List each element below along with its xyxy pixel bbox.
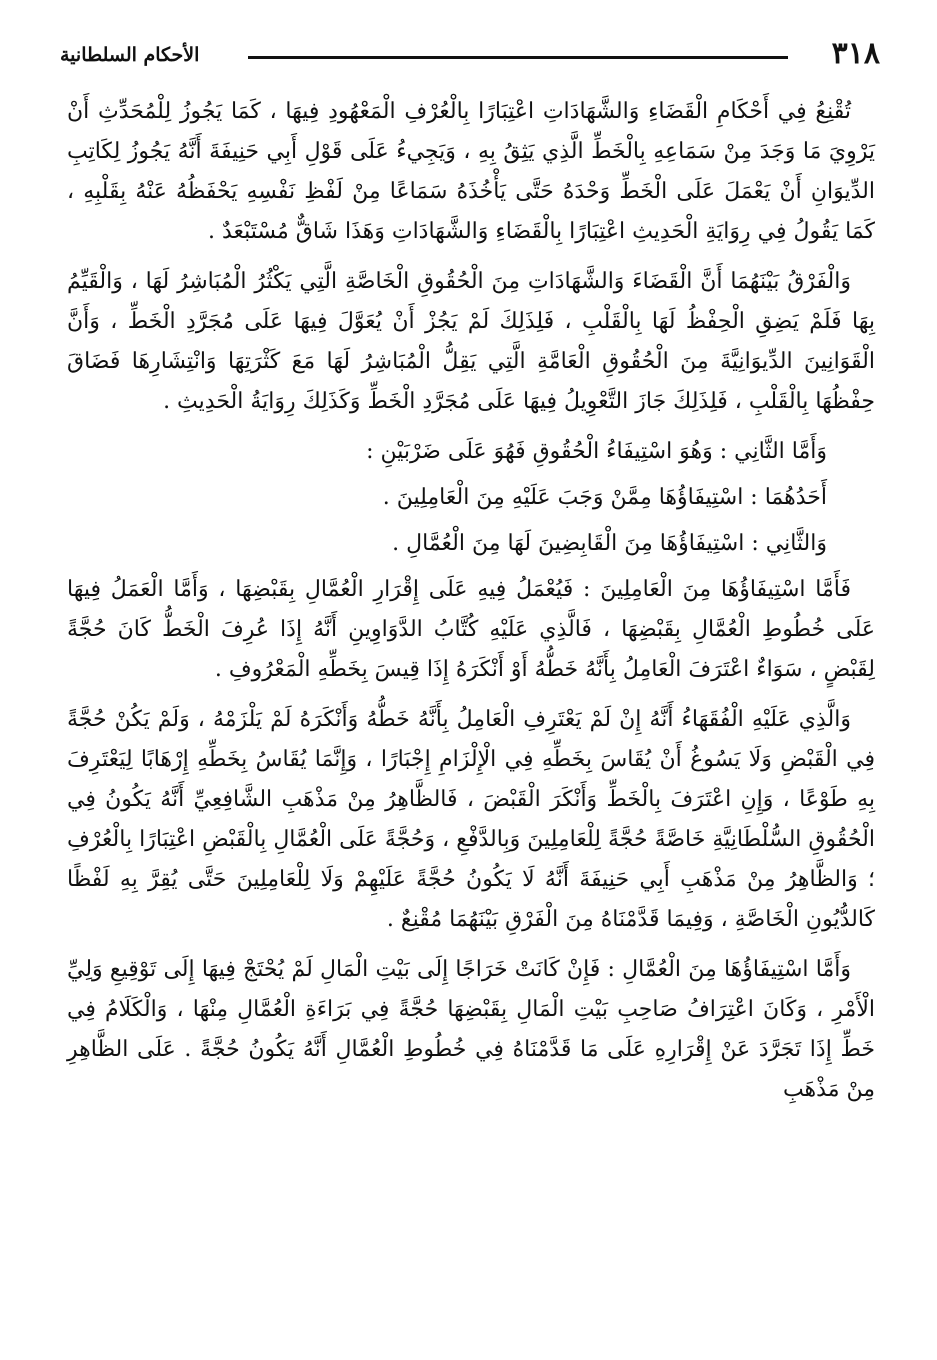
- paragraph: فَأَمَّا اسْتِيفَاؤُهَا مِنَ الْعَامِلِينَ : فَيُعْمَلُ فِيهِ عَلَى إِقْرَارِ الْعُمَّالِ بِقَبْضِهَا ، وَأَمَّا الْعَمَلُ فِيهَا عَلَى خُطُوطِ الْعُمَّالِ بِقَبْضِهَا ، فَالَّذِي عَلَيْهِ كُتَّابُ الدَّوَاوِينِ أَنَّهُ إِذَا عُرِفَ الْخَطُّ كَانَ حُجَّةً لِقَبْضٍ ، سَوَاءٌ اعْتَرَفَ الْعَامِلُ بِأَنَّهُ خَطُّهُ أَوْ أَنْكَرَهُ إِذَا قِيسَ بِخَطِّهِ الْمَعْرُوفِ .: [67, 577, 875, 682]
- paragraph: وَأَمَّا الثَّانِي : وَهُوَ اسْتِيفَاءُ الْحُقُوقِ فَهُوَ عَلَى ضَرْبَيْنِ :: [366, 439, 827, 464]
- running-title: الأحكام السلطانية: [60, 44, 200, 66]
- paragraph: وَأَمَّا اسْتِيفَاؤُهَا مِنَ الْعُمَّالِ : فَإِنْ كَانَتْ خَرَاجًا إِلَى بَيْتِ الْمَالِ لَمْ يُحْتَجْ فِيهَا إِلَى تَوْقِيعِ وَلِيِّ الْأَمْرِ ، وَكَانَ اعْتِرَافُ صَاحِبِ بَيْتِ الْمَالِ بِقَبْضِهَا حُجَّةً فِي بَرَاءَةِ الْعُمَّالِ مِنْهَا ، وَالْكَلَامُ فِي خَطِّ إِذَا تَجَرَّدَ عَنْ إِقْرَارِهِ عَلَى مَا قَدَّمْنَاهُ فِي خُطُوطِ الْعُمَّالِ أَنَّهُ يَكُونُ حُجَّةً . عَلَى الظَّاهِرِ مِنْ مَذْهَبِ: [67, 957, 875, 1102]
- paragraph: أَحَدُهُمَا : اسْتِيفَاؤُهَا مِمَّنْ وَجَبَ عَلَيْهِ مِنَ الْعَامِلِينَ .: [382, 485, 827, 510]
- header-rule: [248, 56, 788, 59]
- paragraph: وَالَّذِي عَلَيْهِ الْفُقَهَاءُ أَنَّهُ إِنْ لَمْ يَعْتَرِفِ الْعَامِلُ بِأَنَّهُ خَطُّهُ وَأَنْكَرَهُ لَمْ يَلْزَمْهُ ، وَلَمْ يَكُنْ حُجَّةً فِي الْقَبْضِ وَلَا يَسُوغُ أَنْ يُقَاسَ بِخَطِّهِ فِي الْإِلْزَامِ إِجْبَارًا ، وَإِنَّمَا يُقَاسُ بِخَطِّهِ إِرْهَابًا لِيَعْتَرِفَ بِهِ طَوْعًا ، وَإِنِ اعْتَرَفَ بِالْخَطِّ وَأَنْكَرَ الْقَبْضَ ، فَالظَّاهِرُ مِنْ مَذْهَبِ الشَّافِعِيِّ أَنَّهُ يَكُونُ فِي الْحُقُوقِ السُّلْطَانِيَّةِ خَاصَّةً حُجَّةً لِلْعَامِلِينَ وَبِالدَّفْعِ ، وَحُجَّةً عَلَى الْعُمَّالِ بِالْقَبْضِ اعْتِبَارًا بِالْعُرْفِ ؛ وَالظَّاهِرُ مِنْ مَذْهَبِ أَبِي حَنِيفَةَ أَنَّهُ لَا يَكُونُ حُجَّةً عَلَيْهِمْ وَلَا لِلْعَامِلِينَ حَتَّى يُقِرَّ بِهِ لَفْظًا كَالدُّيُونِ الْخَاصَّةِ ، وَفِيمَا قَدَّمْنَاهُ مِنَ الْفَرْقِ بَيْنَهُمَا مُقْنِعٌ .: [67, 707, 875, 932]
- paragraph: وَالْفَرْقُ بَيْنَهُمَا أَنَّ الْقَضَاءَ وَالشَّهَادَاتِ مِنَ الْحُقُوقِ الْخَاصَّةِ الَّتِي يَكْثُرُ الْمُبَاشِرُ لَهَا ، وَالْقَيِّمُ بِهَا فَلَمْ يَضِقِ الْحِفْظُ لَهَا بِالْقَلْبِ ، فَلِذَلِكَ لَمْ يَجُزْ أَنْ يُعَوَّلَ فِيهَا عَلَى مُجَرَّدِ الْخَطِّ ، وَأَنَّ الْقَوَانِينَ الدِّيوَانِيَّةَ مِنَ الْحُقُوقِ الْعَامَّةِ الَّتِي يَقِلُّ الْمُبَاشِرُ لَهَا مَعَ كَثْرَتِهَا وَانْتِشَارِهَا فَضَاقَ حِفْظُهَا بِالْقَلْبِ ، فَلِذَلِكَ جَازَ التَّعْوِيلُ فِيهَا عَلَى مُجَرَّدِ الْخَطِّ وَكَذَلِكَ رِوَايَةُ الْحَدِيثِ .: [67, 269, 875, 414]
- paragraph: تُقْنِعُ فِي أَحْكَامِ الْقَضَاءِ وَالشَّهَادَاتِ اعْتِبَارًا بِالْعُرْفِ الْمَعْهُودِ فِيهَا ، كَمَا يَجُوزُ لِلْمُحَدِّثِ أَنْ يَرْوِيَ مَا وَجَدَ مِنْ سَمَاعِهِ بِالْخَطِّ الَّذِي يَثِقُ بِهِ ، وَيَجِيءُ عَلَى قَوْلِ أَبِي حَنِيفَةَ أَنَّهُ يَجُوزُ لِكَاتِبِ الدِّيوَانِ أَنْ يَعْمَلَ عَلَى الْخَطِّ وَحْدَهُ حَتَّى يَأْخُذَهُ سَمَاعًا مِنْ لَفْظِ نَفْسِهِ يَحْفَظُهُ عَنْهُ بِقَلْبِهِ ، كَمَا يَقُولُ فِي رِوَايَةِ الْحَدِيثِ اعْتِبَارًا بِالْقَضَاءِ وَالشَّهَادَاتِ وَهَذَا شَاقٌّ مُسْتَبْعَدٌ .: [67, 99, 875, 244]
- page-header: [60, 36, 880, 76]
- paragraph: وَالثَّانِي : اسْتِيفَاؤُهَا مِنَ الْقَابِضِينَ لَهَا مِنَ الْعُمَّالِ .: [392, 531, 827, 556]
- page-number: ٣١٨: [831, 36, 880, 71]
- body-text: [67, 92, 875, 1120]
